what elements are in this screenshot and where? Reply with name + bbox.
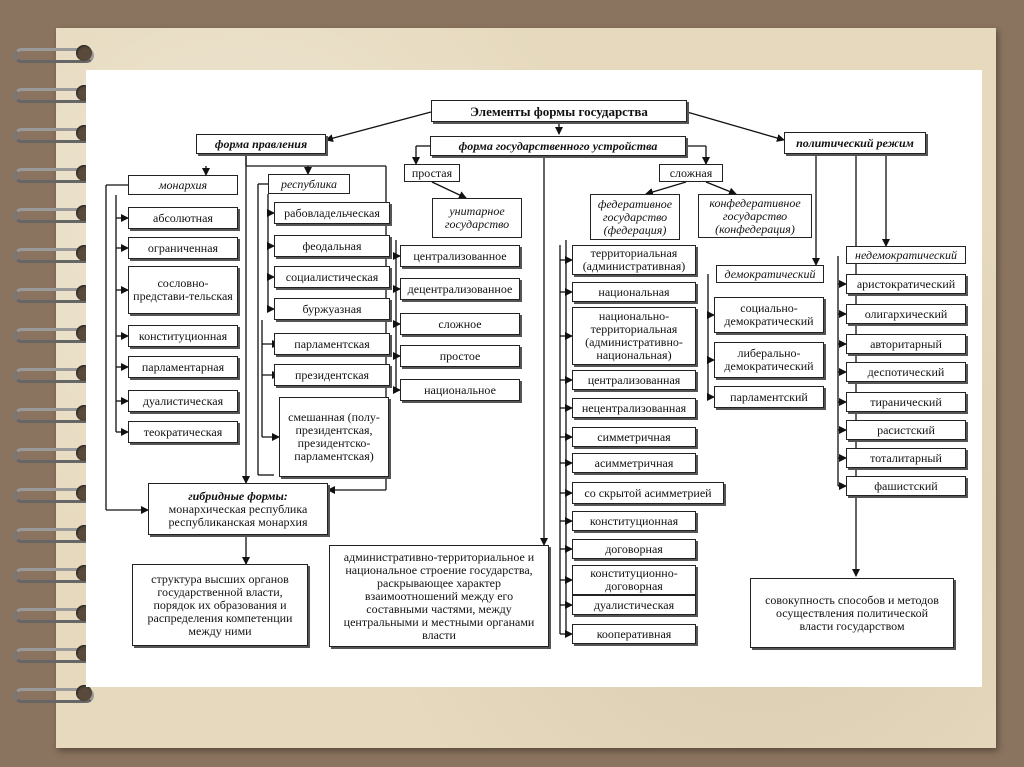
monarchy-item: ограниченная <box>128 237 238 259</box>
hybrid-forms-line: республиканская монархия <box>168 514 308 529</box>
nondemocratic-item: олигархический <box>846 304 966 324</box>
spiral-ring <box>14 122 94 144</box>
federation-item: со скрытой асимметрией <box>572 482 724 504</box>
unitary-item: национальное <box>400 379 520 401</box>
forma-ustroystva-definition: административно-территориальное и национальное строение государства, раскрывающее характер взаимоотношений между его составными частями, между центральными и местными органами власти <box>329 545 549 647</box>
confederation-box: конфедеративное государство (конфедерация) <box>698 194 812 238</box>
spiral-ring <box>14 42 94 64</box>
federation-item: конституционная <box>572 511 696 531</box>
hybrid-forms-line: монархическая республика <box>168 501 308 516</box>
federation-item: национально-территориальная (административно-национальная) <box>572 307 696 365</box>
spiral-ring <box>14 162 94 184</box>
spiral-ring <box>14 602 94 624</box>
federation-item: симметричная <box>572 427 696 447</box>
unitary-state-box: унитарное государство <box>432 198 522 238</box>
republic-item: буржуазная <box>274 298 390 320</box>
forma-pravleniya-box: форма правления <box>196 134 326 154</box>
federation-item: национальная <box>572 282 696 302</box>
republic-item: социалистическая <box>274 266 390 288</box>
hybrid-forms-box <box>148 483 328 535</box>
simple-structure-header: простая <box>404 164 460 182</box>
unitary-item: сложное <box>400 313 520 335</box>
unitary-item: децентрализованное <box>400 278 520 300</box>
spiral-ring <box>14 242 94 264</box>
federation-box: федеративное государство (федерация) <box>590 194 680 240</box>
monarchy-item: дуалистическая <box>128 390 238 412</box>
spiral-ring <box>14 562 94 584</box>
spiral-ring <box>14 482 94 504</box>
federation-item: централизованная <box>572 370 696 390</box>
politicheskiy-rezhim-definition: совокупность способов и методов осуществления политической власти государством <box>750 578 954 648</box>
nondemocratic-item: тоталитарный <box>846 448 966 468</box>
republic-item: рабовладельческая <box>274 202 390 224</box>
spiral-ring <box>14 322 94 344</box>
nondemocratic-item: тиранический <box>846 392 966 412</box>
federation-item: нецентрализованная <box>572 398 696 418</box>
spiral-ring <box>14 202 94 224</box>
spiral-ring <box>14 522 94 544</box>
spiral-ring <box>14 442 94 464</box>
bourgeois-sub-item: парламентская <box>274 333 390 355</box>
complex-structure-header: сложная <box>659 164 723 182</box>
nondemocratic-item: деспотический <box>846 362 966 382</box>
hybrid-forms-title: гибридные формы: <box>188 488 288 503</box>
monarchy-item: конституционная <box>128 325 238 347</box>
unitary-item: простое <box>400 345 520 367</box>
spiral-ring <box>14 682 94 704</box>
spiral-ring <box>14 402 94 424</box>
nondemocratic-header: недемократический <box>846 246 966 264</box>
federation-item: дуалистическая <box>572 595 696 615</box>
spiral-ring <box>14 362 94 384</box>
spiral-ring <box>14 82 94 104</box>
nondemocratic-item: авторитарный <box>846 334 966 354</box>
federation-item: асимметричная <box>572 453 696 473</box>
monarchy-item: теократическая <box>128 421 238 443</box>
republic-item: феодальная <box>274 235 390 257</box>
spiral-ring <box>14 642 94 664</box>
republic-header: республика <box>268 174 350 194</box>
democratic-item: либерально-демократический <box>714 342 824 378</box>
democratic-item: социально-демократический <box>714 297 824 333</box>
monarchy-item: абсолютная <box>128 207 238 229</box>
bourgeois-sub-item: смешанная (полу-президентская, президентско-парламентская) <box>279 397 389 477</box>
politicheskiy-rezhim-box: политический режим <box>784 132 926 154</box>
diagram-title: Элементы формы государства <box>431 100 687 122</box>
forma-pravleniya-definition: структура высших органов государственной власти, порядок их образования и распределения компетенции между ними <box>132 564 308 646</box>
unitary-item: централизованное <box>400 245 520 267</box>
diagram-board <box>86 70 982 687</box>
democratic-header: демократический <box>716 265 824 283</box>
spiral-ring <box>14 282 94 304</box>
federation-item: территориальная (административная) <box>572 245 696 275</box>
federation-item: договорная <box>572 539 696 559</box>
forma-ustroystva-box: форма государственного устройства <box>430 136 686 156</box>
bourgeois-sub-item: президентская <box>274 364 390 386</box>
federation-item: кооперативная <box>572 624 696 644</box>
monarchy-item: парламентарная <box>128 356 238 378</box>
nondemocratic-item: расистский <box>846 420 966 440</box>
monarchy-header: монархия <box>128 175 238 195</box>
federation-item: конституционно-договорная <box>572 565 696 595</box>
monarchy-item: сословно-представи-тельская <box>128 266 238 314</box>
nondemocratic-item: аристократический <box>846 274 966 294</box>
democratic-item: парламентский <box>714 386 824 408</box>
nondemocratic-item: фашистский <box>846 476 966 496</box>
